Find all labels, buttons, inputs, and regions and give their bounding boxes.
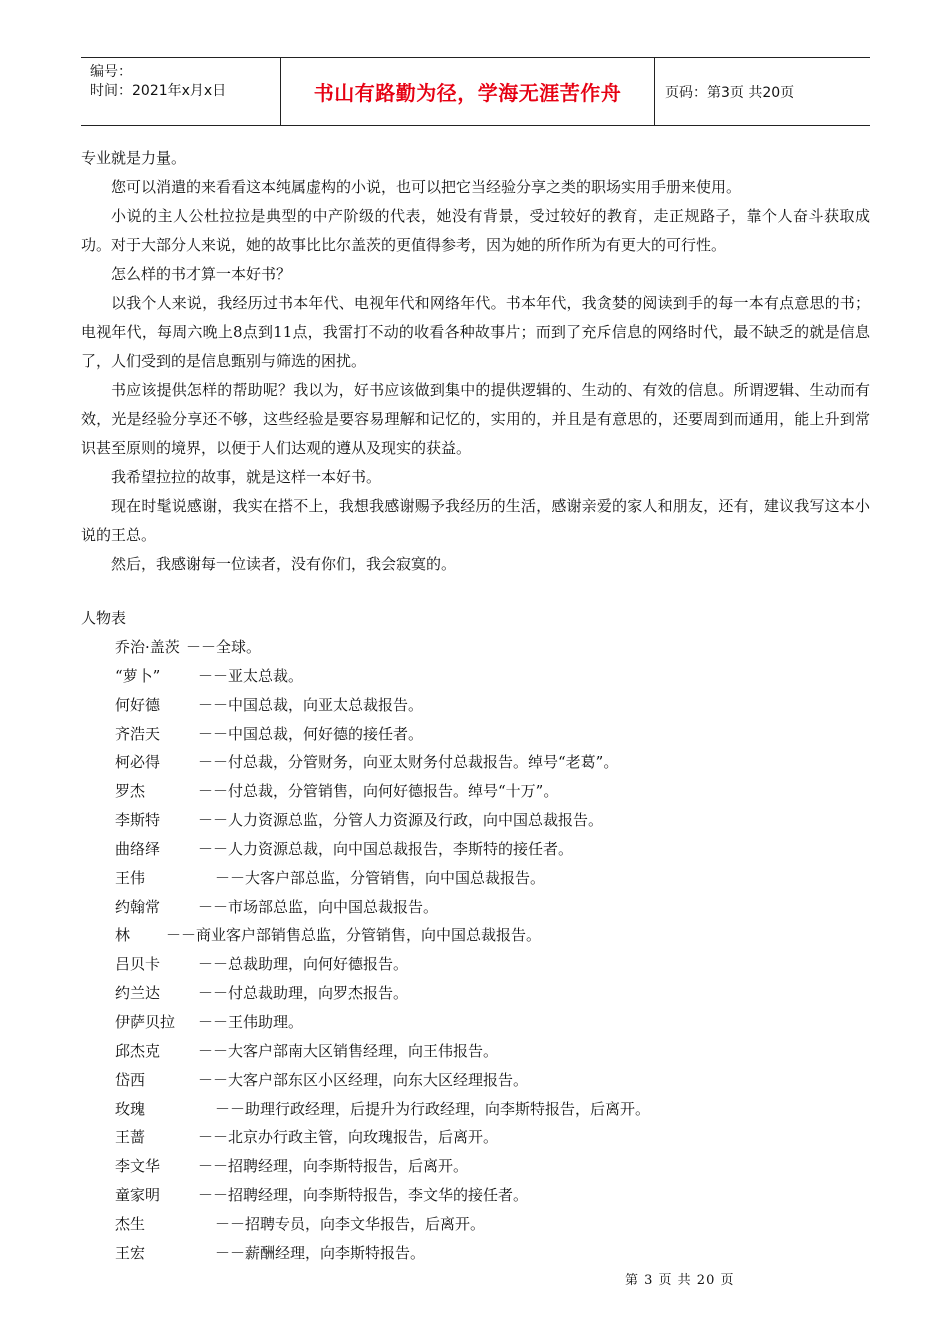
- roster-row: [115, 921, 815, 950]
- character-desc: －－商业客户部销售总监，分管销售，向中国总裁报告。: [166, 926, 542, 945]
- character-name: 王伟: [115, 868, 146, 887]
- motto: 书山有路勤为径，学海无涯苦作舟: [313, 81, 622, 105]
- character-name: 柯必得: [115, 753, 161, 772]
- character-name: 曲络绎: [115, 839, 161, 858]
- roster-row: [115, 1123, 815, 1152]
- roster-row: [115, 1037, 815, 1066]
- character-name: 王宏: [115, 1243, 146, 1262]
- character-desc: －－大客户部南大区销售经理，向王伟报告。: [198, 1041, 499, 1060]
- character-name: 罗杰: [115, 782, 146, 801]
- character-desc: －－北京办行政主管，向玫瑰报告，后离开。: [198, 1128, 499, 1147]
- paragraph: 您可以消遣的来看看这本纯属虚构的小说，也可以把它当经验分享之类的职场实用手册来使用。: [111, 178, 742, 196]
- roster-row: [115, 864, 815, 893]
- roster-row: [115, 720, 815, 749]
- paragraph: 书应该提供怎样的帮助呢？我以为，好书应该做到集中的提供逻辑的、生动的、有效的信息。所谓逻辑、生动而有效，光是经验分享还不够，这些经验是要容易理解和记忆的，实用的，并且是有意思的，还要周到而通用，能上升到常识甚至原则的境界，以便于人们达观的遵从及现实的获益。: [81, 381, 870, 457]
- character-name: 邱杰克: [115, 1041, 161, 1060]
- character-name: “萝卜”: [115, 666, 161, 685]
- character-desc: －－人力资源总裁，向中国总裁报告，李斯特的接任者。: [198, 839, 574, 858]
- paragraph: 现在时髦说感谢，我实在搭不上，我想我感谢赐予我经历的生活，感谢亲爱的家人和朋友，还有，建议我写这本小说的王总。: [81, 497, 870, 544]
- roster-row: [115, 777, 815, 806]
- character-desc: －－付总裁，分管销售，向何好德报告。绰号“十万”。: [198, 782, 559, 801]
- roster-row: [115, 633, 815, 662]
- character-name: 约翰常: [115, 897, 161, 916]
- character-desc: －－大客户部东区小区经理，向东大区经理报告。: [198, 1070, 529, 1089]
- roster-row: [115, 1210, 815, 1239]
- character-desc: －－王伟助理。: [198, 1012, 304, 1031]
- character-desc: －－市场部总监，向中国总裁报告。: [198, 897, 439, 916]
- character-name: 吕贝卡: [115, 955, 161, 974]
- paragraph: 专业就是力量。: [81, 149, 187, 167]
- character-name: 约兰达: [115, 984, 161, 1003]
- paragraph: 以我个人来说，我经历过书本年代、电视年代和网络年代。书本年代，我贪婪的阅读到手的每一本有点意思的书；电视年代，每周六晚上8点到11点，我雷打不动的收看各种故事片；而到了充斥信息的网络时代，最不缺乏的就是信息了，人们受到的是信息甄别与筛选的困扰。: [81, 294, 870, 370]
- roster-row: [115, 893, 815, 922]
- page-header: [81, 57, 870, 126]
- character-desc: －－总裁助理，向何好德报告。: [198, 955, 409, 974]
- character-desc: －－大客户部总监，分管销售，向中国总裁报告。: [215, 868, 546, 887]
- roster-title: 人物表: [81, 609, 127, 627]
- page-footer: 第 3 页 共 20 页: [625, 1273, 735, 1288]
- header-meta: [81, 58, 281, 125]
- roster-row: [115, 806, 815, 835]
- roster-row: [115, 1066, 815, 1095]
- character-desc: －－中国总裁，向亚太总裁报告。: [198, 695, 424, 714]
- character-desc: －－付总裁助理，向罗杰报告。: [198, 984, 409, 1003]
- roster-row: [115, 1239, 815, 1268]
- character-desc: －－付总裁，分管财务，向亚太财务付总裁报告。绰号“老葛”。: [198, 753, 619, 772]
- character-name: 何好德: [115, 695, 161, 714]
- character-desc: －－招聘经理，向李斯特报告，后离开。: [198, 1157, 469, 1176]
- character-roster: [115, 633, 815, 1268]
- character-desc: －－亚太总裁。: [198, 666, 304, 685]
- character-desc: －－招聘经理，向李斯特报告，李文华的接任者。: [198, 1186, 529, 1205]
- header-page-info-cell: [655, 58, 870, 125]
- header-motto-cell: [281, 58, 655, 125]
- date-line: 时间：2021年x月x日: [90, 83, 227, 99]
- character-name: 岱西: [115, 1070, 146, 1089]
- character-name: 玫瑰: [115, 1099, 146, 1118]
- roster-row: [115, 950, 815, 979]
- paragraph: 我希望拉拉的故事，就是这样一本好书。: [111, 468, 382, 486]
- character-desc: －－人力资源总监，分管人力资源及行政，向中国总裁报告。: [198, 811, 604, 830]
- character-desc: －－助理行政经理，后提升为行政经理，向李斯特报告，后离开。: [215, 1099, 651, 1118]
- character-name: 乔治·盖茨: [115, 638, 180, 656]
- roster-row: [115, 1095, 815, 1124]
- page-info: 页码：第3页 共20页: [665, 84, 795, 101]
- roster-row: [115, 662, 815, 691]
- serial-number-label: 编号：: [90, 64, 132, 80]
- roster-row: [115, 1152, 815, 1181]
- paragraph: 小说的主人公杜拉拉是典型的中产阶级的代表，她没有背景，受过较好的教育，走正规路子，靠个人奋斗获取成功。对于大部分人来说，她的故事比比尔盖茨的更值得参考，因为她的所作所为有更大的可行性。: [81, 207, 870, 254]
- roster-row: [115, 1008, 815, 1037]
- character-name: 伊萨贝拉: [115, 1012, 176, 1031]
- roster-row: [115, 748, 815, 777]
- roster-row: [115, 979, 815, 1008]
- roster-row: [115, 835, 815, 864]
- character-desc: －－薪酬经理，向李斯特报告。: [215, 1243, 426, 1262]
- paragraph: 然后，我感谢每一位读者，没有你们，我会寂寞的。: [111, 555, 457, 573]
- character-desc: －－全球。: [186, 638, 262, 656]
- character-name: 李斯特: [115, 811, 161, 830]
- roster-row: [115, 691, 815, 720]
- character-desc: －－招聘专员，向李文华报告，后离开。: [215, 1214, 486, 1233]
- character-name: 齐浩天: [115, 724, 161, 743]
- paragraph: 怎么样的书才算一本好书？: [111, 265, 292, 283]
- roster-row: [115, 1181, 815, 1210]
- character-name: 王蔷: [115, 1128, 146, 1147]
- character-name: 杰生: [115, 1214, 146, 1233]
- character-name: 童家明: [115, 1186, 161, 1205]
- character-name: 李文华: [115, 1157, 161, 1176]
- character-name: 林: [115, 926, 131, 945]
- character-desc: －－中国总裁，何好德的接任者。: [198, 724, 424, 743]
- preface-body: [81, 144, 870, 579]
